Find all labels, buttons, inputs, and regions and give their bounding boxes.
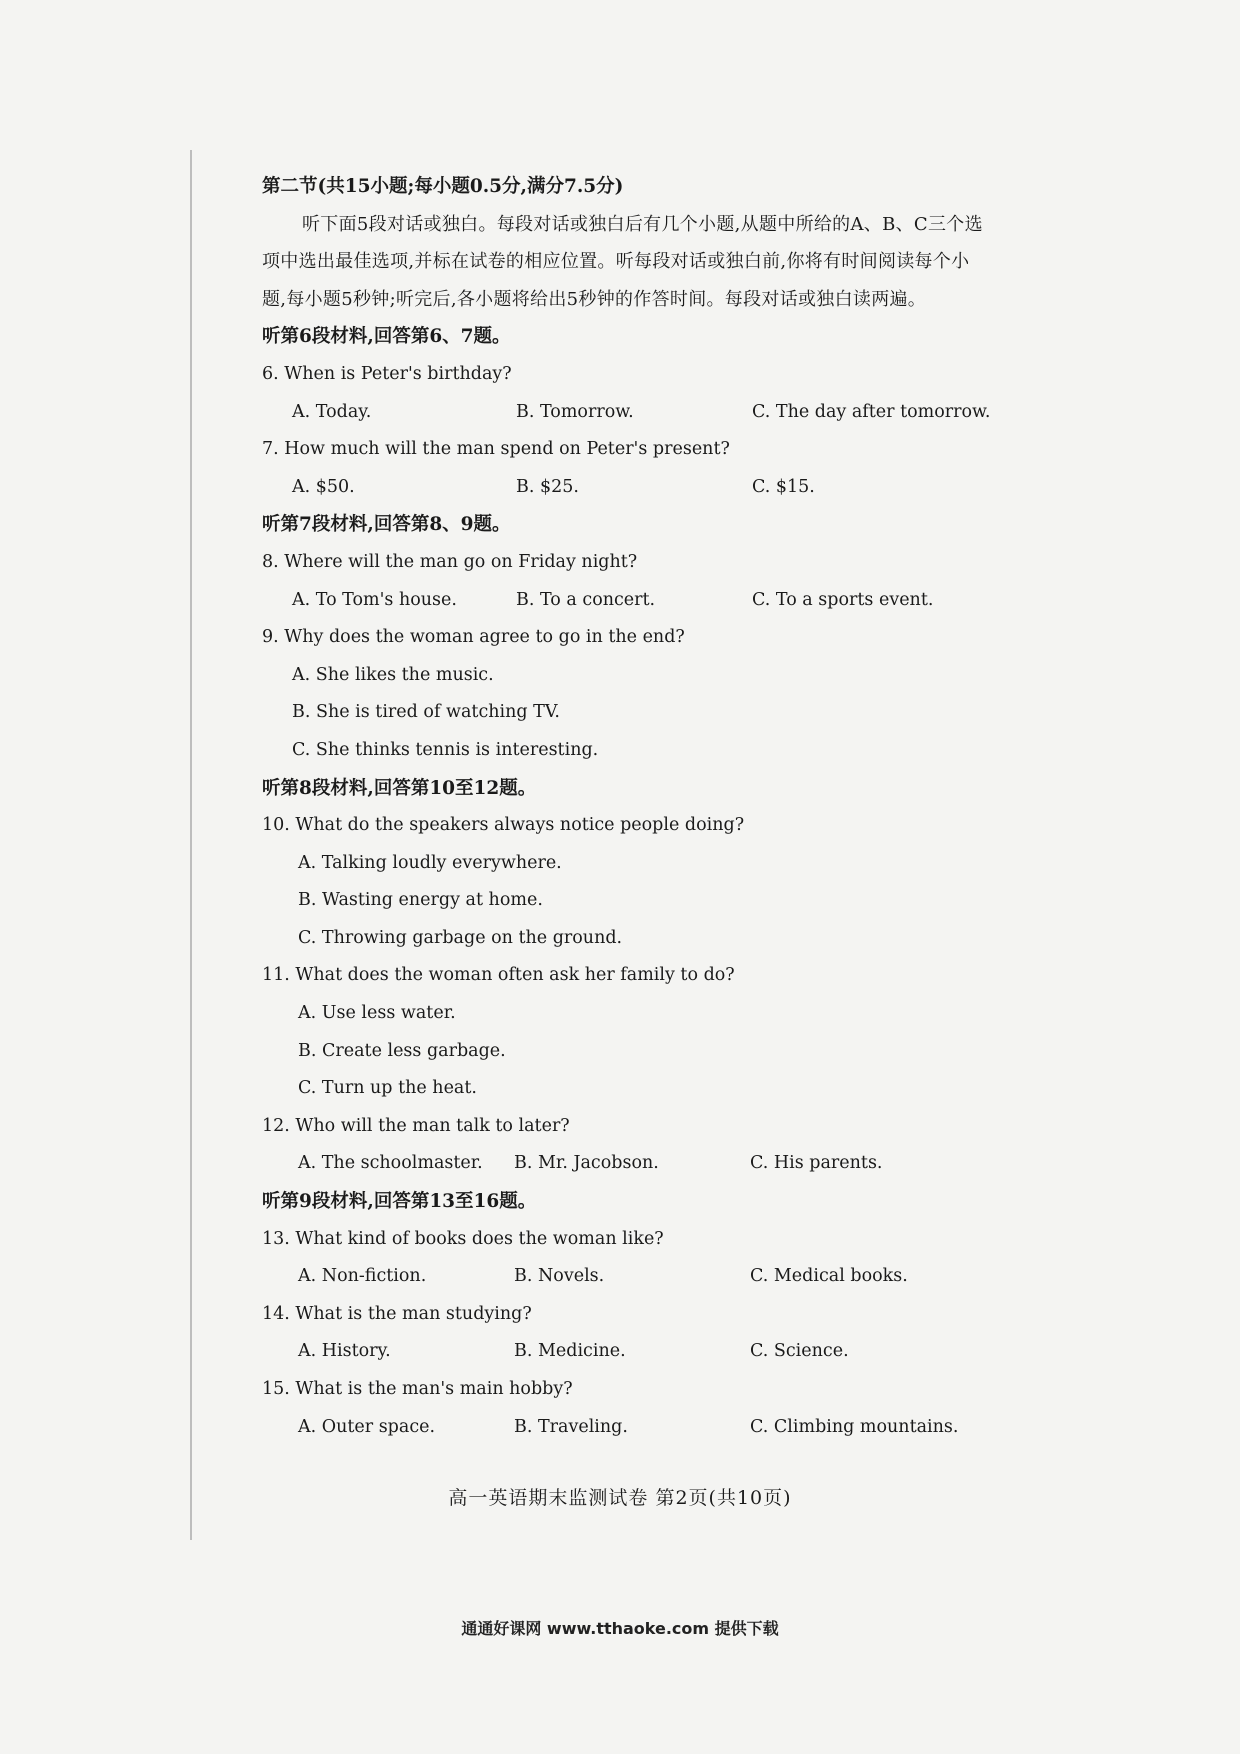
question-stem-8: 8. Where will the man go on Friday night?	[262, 551, 638, 572]
question-stem-12: 12. Who will the man talk to later?	[262, 1115, 570, 1136]
option-14b: B. Medicine.	[514, 1341, 626, 1362]
group-heading-6: 听第6段材料,回答第6、7题。	[262, 326, 511, 348]
question-stem-10: 10. What do the speakers always notice people doing?	[262, 815, 745, 836]
options-row-6	[262, 394, 1062, 432]
option-14c: C. Science.	[750, 1341, 849, 1362]
option-8b: B. To a concert.	[516, 589, 656, 610]
option-6c: C. The day after tomorrow.	[752, 401, 991, 422]
download-site-note: 通通好课网 www.tthaoke.com 提供下载	[461, 1619, 779, 1638]
group-heading-8: 听第8段材料,回答第10至12题。	[262, 777, 537, 799]
option-11c: C. Turn up the heat.	[298, 1078, 477, 1099]
question-stem-13: 13. What kind of books does the woman like?	[262, 1228, 664, 1249]
question-stem-7: 7. How much will the man spend on Peter's present?	[262, 439, 730, 460]
binding-edge-line	[190, 150, 192, 1540]
options-row-7	[262, 469, 1062, 507]
option-8c: C. To a sports event.	[752, 589, 934, 610]
page-footer: 高一英语期末监测试卷 第2页(共10页)	[448, 1487, 792, 1509]
options-row-15	[262, 1409, 1062, 1447]
option-8a: A. To Tom's house.	[292, 589, 457, 610]
options-row-8	[262, 582, 1062, 620]
option-6b: B. Tomorrow.	[516, 401, 634, 422]
option-13c: C. Medical books.	[750, 1266, 908, 1287]
option-10b: B. Wasting energy at home.	[298, 890, 543, 911]
option-13b: B. Novels.	[514, 1266, 605, 1287]
option-15b: B. Traveling.	[514, 1416, 628, 1437]
question-stem-15: 15. What is the man's main hobby?	[262, 1379, 573, 1399]
option-7c: C. $15.	[752, 476, 815, 497]
option-15a: A. Outer space.	[298, 1416, 436, 1437]
option-14a: A. History.	[298, 1341, 391, 1362]
section-title: 第二节(共15小题;每小题0.5分,满分7.5分)	[262, 176, 624, 197]
option-10a: A. Talking loudly everywhere.	[298, 852, 562, 873]
intro-line-2: 项中选出最佳选项,并标在试卷的相应位置。听每段对话或独白前,你将有时间阅读每个小	[262, 251, 970, 273]
option-11b: B. Create less garbage.	[298, 1040, 506, 1061]
option-12c: C. His parents.	[750, 1153, 883, 1174]
intro-line-3: 题,每小题5秒钟;听完后,各小题将给出5秒钟的作答时间。每段对话或独白读两遍。	[262, 288, 927, 310]
intro-line-1: 听下面5段对话或独白。每段对话或独白后有几个小题,从题中所给的A、B、C三个选	[302, 213, 983, 235]
option-15c: C. Climbing mountains.	[750, 1416, 959, 1437]
question-stem-14: 14. What is the man studying?	[262, 1303, 532, 1324]
option-12a: A. The schoolmaster.	[298, 1153, 483, 1174]
option-12b: B. Mr. Jacobson.	[514, 1153, 659, 1174]
option-7a: A. $50.	[292, 476, 355, 497]
option-13a: A. Non-fiction.	[298, 1266, 427, 1287]
group-heading-7: 听第7段材料,回答第8、9题。	[262, 514, 511, 536]
option-6a: A. Today.	[292, 401, 372, 422]
options-row-14	[262, 1333, 1062, 1371]
group-heading-9: 听第9段材料,回答第13至16题。	[262, 1191, 537, 1213]
option-9a: A. She likes the music.	[292, 664, 494, 685]
option-11a: A. Use less water.	[298, 1003, 456, 1024]
options-row-13	[262, 1258, 1062, 1296]
option-7b: B. $25.	[516, 476, 579, 497]
question-stem-6: 6. When is Peter's birthday?	[262, 363, 512, 384]
question-stem-9: 9. Why does the woman agree to go in the end?	[262, 627, 685, 648]
options-row-12	[262, 1145, 1062, 1183]
exam-content	[262, 168, 1062, 1446]
option-10c: C. Throwing garbage on the ground.	[298, 927, 623, 948]
question-stem-11: 11. What does the woman often ask her family to do?	[262, 965, 735, 986]
option-9b: B. She is tired of watching TV.	[292, 702, 560, 723]
option-9c: C. She thinks tennis is interesting.	[292, 739, 599, 760]
